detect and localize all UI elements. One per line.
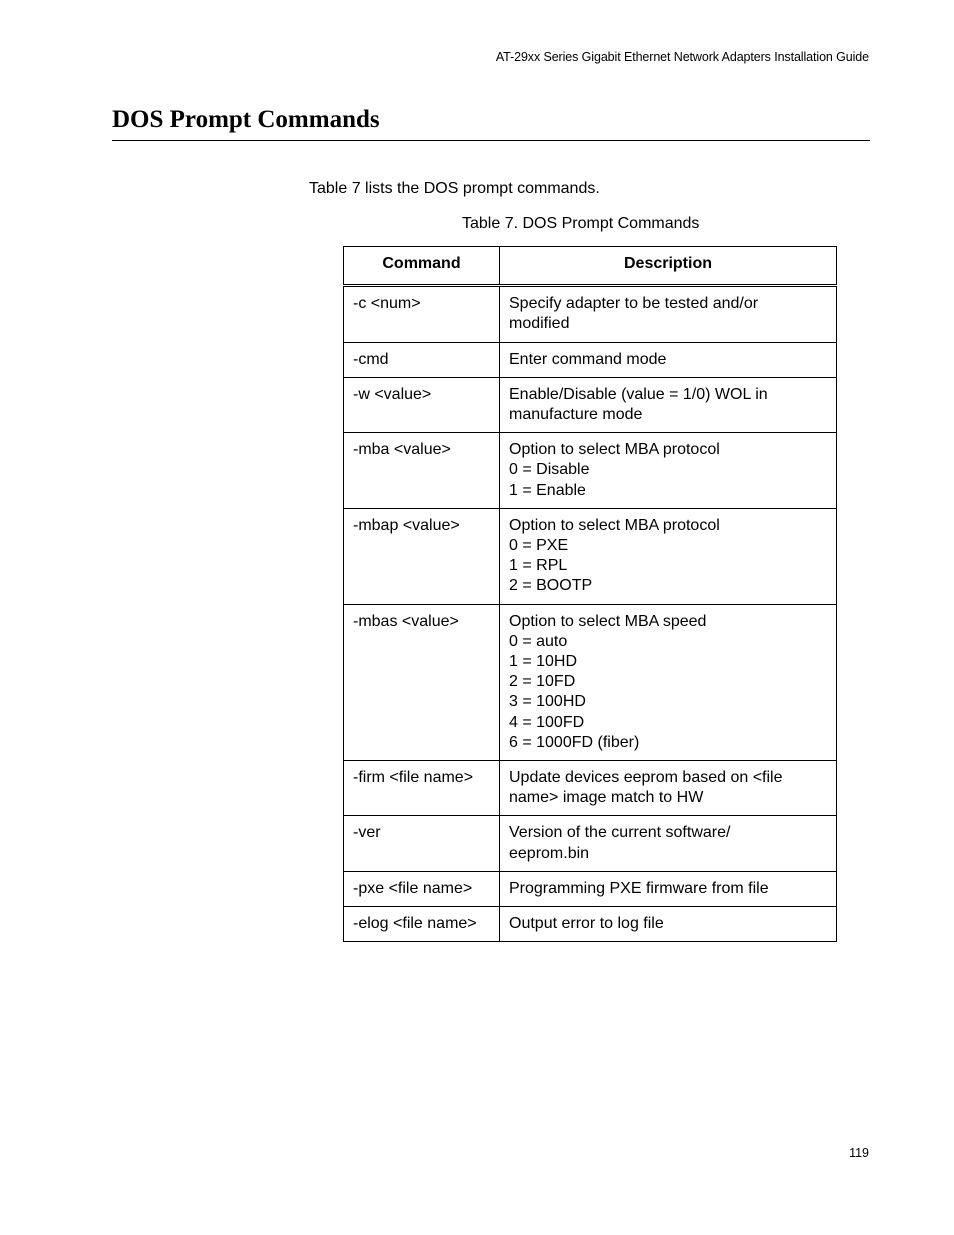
command-cell: -mbas <value> [344, 604, 500, 760]
table-row [344, 342, 837, 377]
description-line: 0 = auto [509, 632, 568, 650]
description-cell [500, 342, 837, 377]
description-cell [500, 816, 837, 871]
page-number: 119 [849, 1146, 869, 1160]
table-caption: Table 7. DOS Prompt Commands [462, 215, 700, 232]
description-cell [500, 377, 837, 432]
table-row [344, 377, 837, 432]
table-body [344, 286, 837, 942]
description-line: 4 = 100FD [509, 713, 585, 731]
description-line: name> image match to HW [509, 789, 704, 807]
description-line: Option to select MBA protocol [509, 441, 720, 459]
command-cell: -firm <file name> [344, 761, 500, 816]
description-cell [500, 761, 837, 816]
command-cell: -elog <file name> [344, 907, 500, 942]
description-line: Specify adapter to be tested and/or [509, 295, 759, 313]
description-line: 1 = Enable [509, 481, 586, 499]
table-row [344, 286, 837, 342]
description-cell [500, 871, 837, 906]
table-row [344, 508, 837, 604]
column-header-command: Command [344, 247, 500, 286]
table-row [344, 604, 837, 760]
description-line: 3 = 100HD [509, 693, 586, 711]
column-header-description: Description [500, 247, 837, 286]
title-rule [112, 140, 870, 141]
table-row [344, 761, 837, 816]
description-line: Enable/Disable (value = 1/0) WOL in [509, 385, 768, 403]
description-line: Enter command mode [509, 350, 667, 368]
table-row [344, 433, 837, 509]
table-row [344, 871, 837, 906]
intro-paragraph: Table 7 lists the DOS prompt commands. [309, 180, 600, 197]
description-cell [500, 604, 837, 760]
table-header-row [344, 247, 837, 286]
description-line: Option to select MBA speed [509, 612, 707, 630]
command-cell: -w <value> [344, 377, 500, 432]
description-cell [500, 433, 837, 509]
command-cell: -pxe <file name> [344, 871, 500, 906]
description-line: Version of the current software/ [509, 824, 731, 842]
description-line: 1 = RPL [509, 557, 568, 575]
description-line: 2 = BOOTP [509, 577, 593, 595]
command-cell: -cmd [344, 342, 500, 377]
command-cell: -mbap <value> [344, 508, 500, 604]
description-line: modified [509, 315, 570, 333]
command-cell: -ver [344, 816, 500, 871]
dos-commands-table [343, 246, 837, 942]
description-line: 2 = 10FD [509, 673, 576, 691]
description-line: 6 = 1000FD (fiber) [509, 733, 640, 751]
command-cell: -mba <value> [344, 433, 500, 509]
description-line: Programming PXE firmware from file [509, 879, 769, 897]
description-cell [500, 286, 837, 342]
running-header: AT-29xx Series Gigabit Ethernet Network Adapters Installation Guide [495, 50, 869, 64]
description-line: 1 = 10HD [509, 653, 578, 671]
description-line: Option to select MBA protocol [509, 516, 720, 534]
description-line: eeprom.bin [509, 844, 590, 862]
description-line: manufacture mode [509, 406, 643, 424]
table-row [344, 816, 837, 871]
description-line: 0 = PXE [509, 537, 569, 555]
command-cell: -c <num> [344, 286, 500, 342]
table-row [344, 907, 837, 942]
description-cell [500, 508, 837, 604]
description-line: 0 = Disable [509, 461, 590, 479]
description-line: Update devices eeprom based on <file [509, 769, 783, 787]
description-cell [500, 907, 837, 942]
description-line: Output error to log file [509, 915, 664, 933]
section-title: DOS Prompt Commands [112, 106, 380, 133]
